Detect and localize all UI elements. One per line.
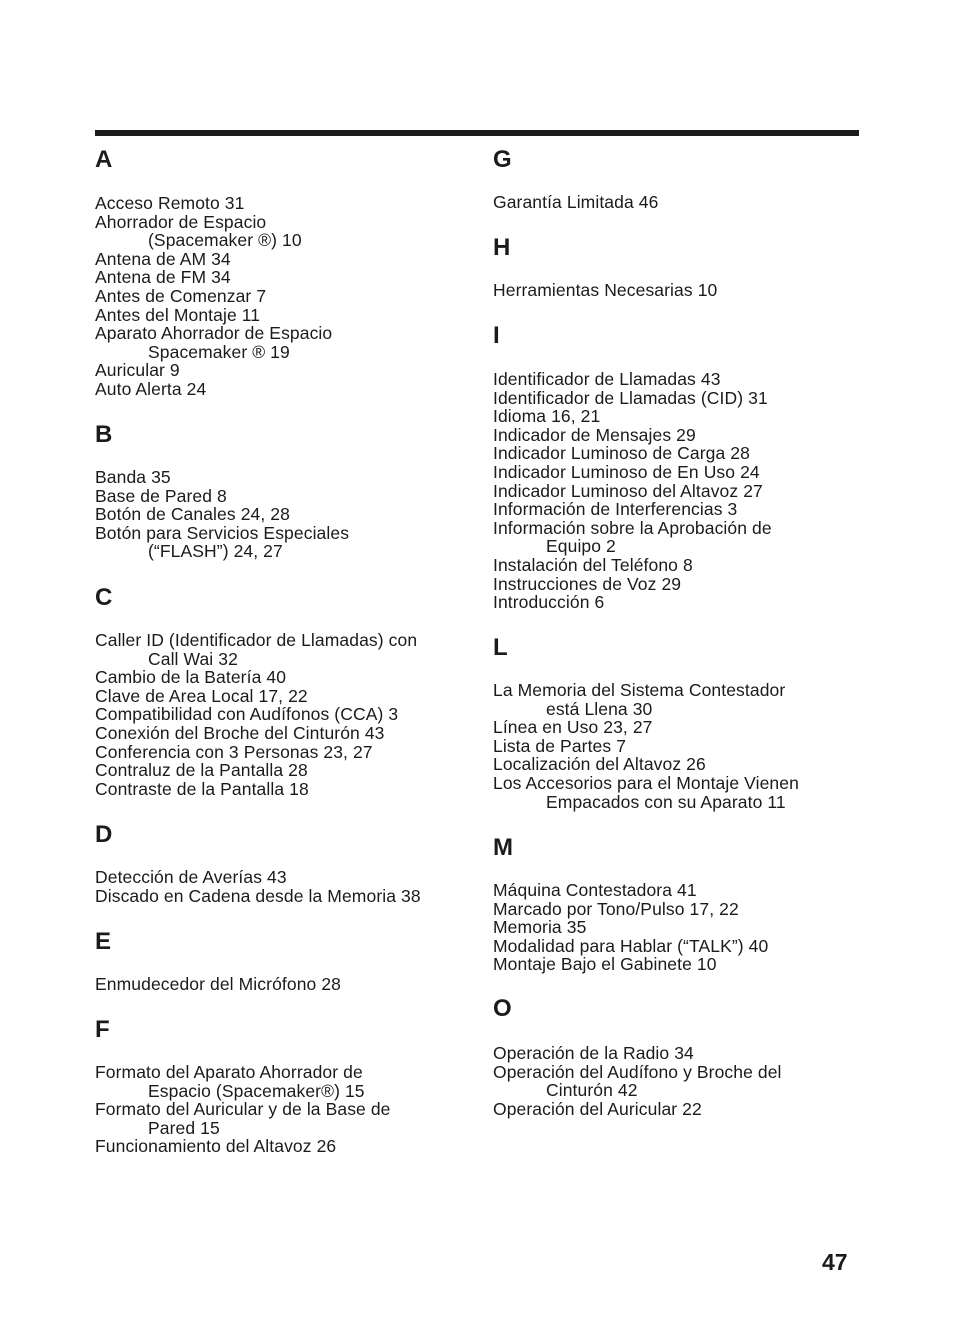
index-entry: Antes de Comenzar 7 [95, 285, 267, 306]
index-entry: Indicador de Mensajes 29 [493, 424, 696, 445]
section-entries-h [493, 281, 717, 300]
index-entry: Clave de Area Local 17, 22 [95, 685, 308, 706]
section-letter-b: B [95, 421, 113, 448]
index-entry: Instalación del Teléfono 8 [493, 554, 693, 575]
section-letter-e: E [95, 928, 112, 955]
section-letter-m: M [493, 834, 513, 861]
index-entry: Línea en Uso 23, 27 [493, 717, 653, 738]
index-entry-continuation: Cinturón 42 [546, 1080, 638, 1101]
section-letter-g: G [493, 146, 512, 173]
index-entry: Formato del Auricular y de la Base de [95, 1099, 391, 1120]
index-entry: Idioma 16, 21 [493, 406, 601, 427]
index-entry: Montaje Bajo el Gabinete 10 [493, 954, 717, 975]
section-entries-a [95, 194, 332, 399]
index-entry: Aparato Ahorrador de Espacio [95, 323, 333, 344]
section-entries-f [95, 1063, 391, 1156]
index-entry-continuation: Espacio (Spacemaker®) 15 [148, 1080, 365, 1101]
section-entries-l [493, 681, 799, 811]
index-entry: Contraluz de la Pantalla 28 [95, 760, 308, 781]
section-entries-d [95, 868, 421, 905]
index-entry: Herramientas Necesarias 10 [493, 280, 718, 300]
section-entries-e [95, 975, 341, 994]
index-entry: Localización del Altavoz 26 [493, 754, 706, 775]
index-entry: Auricular 9 [95, 360, 180, 381]
index-entry: Conferencia con 3 Personas 23, 27 [95, 741, 373, 762]
section-entries-m [493, 881, 768, 974]
index-entry-continuation: (Spacemaker ®) 10 [148, 230, 302, 251]
section-entries-c [95, 631, 417, 798]
index-entry-continuation: Equipo 2 [546, 536, 616, 557]
index-entry: Caller ID (Identificador de Llamadas) con [95, 630, 418, 650]
index-entry: Acceso Remoto 31 [95, 193, 245, 213]
index-entry-continuation: Call Wai 32 [148, 648, 238, 669]
index-entry-continuation: Empacados con su Aparato 11 [546, 791, 786, 812]
index-entry: Memoria 35 [493, 917, 587, 938]
index-entry: La Memoria del Sistema Contestador [493, 680, 786, 700]
index-entry: Funcionamiento del Altavoz 26 [95, 1136, 337, 1157]
section-letter-d: D [95, 821, 113, 848]
section-entries-o [493, 1044, 782, 1118]
section-entries-i [493, 370, 772, 612]
index-entry: Ahorrador de Espacio [95, 211, 267, 232]
page-number: 47 [822, 1249, 848, 1275]
index-entry: Operación del Audífono y Broche del [493, 1061, 782, 1082]
index-entry: Botón de Canales 24, 28 [95, 504, 290, 525]
index-entry: Indicador Luminoso de En Uso 24 [493, 461, 760, 482]
index-entry-continuation: está Llena 30 [546, 698, 653, 719]
index-entry: Formato del Aparato Ahorrador de [95, 1062, 363, 1082]
index-entry: Garantía Limitada 46 [493, 192, 659, 212]
index-entry-continuation: Spacemaker ® 19 [148, 341, 290, 362]
index-entry: Operación del Auricular 22 [493, 1098, 702, 1119]
index-entry: Identificador de Llamadas 43 [493, 369, 721, 389]
section-letter-h: H [493, 234, 511, 261]
section-letter-i: I [493, 322, 500, 349]
index-entry: Cambio de la Batería 40 [95, 667, 287, 688]
section-letter-a: A [95, 146, 113, 173]
index-entry: Antena de FM 34 [95, 267, 231, 288]
section-letter-o: O [493, 995, 512, 1022]
index-entry: Detección de Averías 43 [95, 867, 287, 887]
index-entry: Auto Alerta 24 [95, 378, 207, 399]
index-entry: Banda 35 [95, 467, 171, 487]
index-entry-continuation: (“FLASH”) 24, 27 [148, 541, 283, 562]
index-entry: Antes del Montaje 11 [95, 304, 261, 325]
index-entry: Marcado por Tono/Pulso 17, 22 [493, 898, 739, 919]
index-entry: Identificador de Llamadas (CID) 31 [493, 387, 768, 408]
index-entry: Los Accesorios para el Montaje Vienen [493, 772, 799, 793]
index-entry: Operación de la Radio 34 [493, 1043, 694, 1063]
index-entry: Base de Pared 8 [95, 485, 227, 506]
section-entries-b [95, 468, 349, 561]
index-entry: Conexión del Broche del Cinturón 43 [95, 722, 385, 743]
index-entry: Discado en Cadena desde la Memoria 38 [95, 885, 421, 906]
index-entry: Compatibilidad con Audífonos (CCA) 3 [95, 704, 399, 725]
section-entries-g [493, 193, 658, 212]
section-letter-f: F [95, 1016, 110, 1043]
index-entry: Enmudecedor del Micrófono 28 [95, 974, 341, 994]
index-entry: Indicador Luminoso de Carga 28 [493, 443, 750, 464]
index-entry: Instrucciones de Voz 29 [493, 573, 682, 594]
index-entry: Contraste de la Pantalla 18 [95, 778, 309, 799]
index-entry: Introducción 6 [493, 592, 605, 613]
index-entry-continuation: Pared 15 [148, 1117, 220, 1138]
index-entry: Información de Interferencias 3 [493, 499, 738, 520]
index-entry: Modalidad para Hablar (“TALK”) 40 [493, 935, 769, 956]
index-entry: Botón para Servicios Especiales [95, 522, 350, 543]
section-letter-c: C [95, 584, 113, 611]
index-entry: Antena de AM 34 [95, 248, 231, 269]
index-entry: Máquina Contestadora 41 [493, 880, 697, 900]
index-entry: Indicador Luminoso del Altavoz 27 [493, 480, 763, 501]
index-entry: Información sobre la Aprobación de [493, 517, 772, 538]
section-letter-l: L [493, 634, 508, 661]
index-entry: Lista de Partes 7 [493, 735, 627, 756]
top-rule [95, 130, 859, 136]
